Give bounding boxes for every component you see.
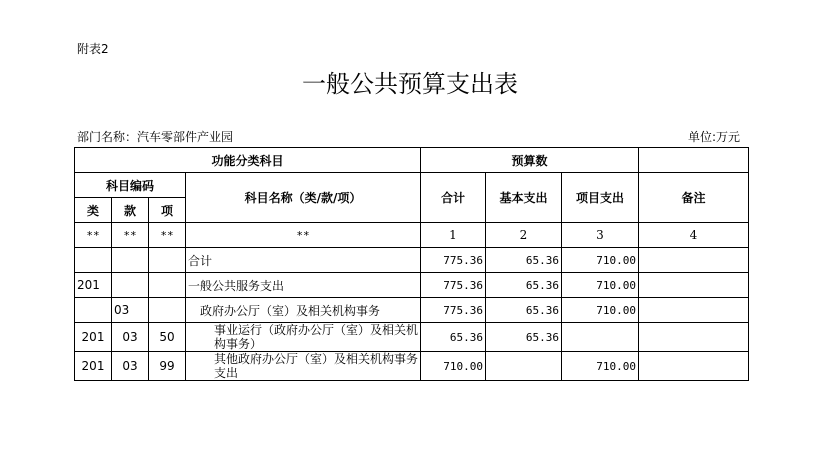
- header-blank: [639, 148, 749, 173]
- cell-basic: 65.36: [486, 298, 562, 323]
- department-label: 部门名称：汽车零部件产业园: [77, 130, 234, 144]
- header-name: 科目名称（类/款/项）: [186, 173, 421, 223]
- header-function-group: 功能分类科目: [75, 148, 421, 173]
- header-budget-group: 预算数: [421, 148, 639, 173]
- header-code-group: 科目编码: [75, 173, 186, 198]
- cell-section: 03: [112, 352, 149, 381]
- cell-name: 政府办公厅（室）及相关机构事务: [186, 298, 421, 323]
- cell-category: [75, 248, 112, 273]
- cell-total: 775.36: [421, 248, 486, 273]
- table-row: [75, 273, 749, 298]
- cell-basic: 65.36: [486, 248, 562, 273]
- cell-total: 65.36: [421, 323, 486, 352]
- cell-remark: [639, 323, 749, 352]
- table-row: [75, 298, 749, 323]
- cell-section: 03: [112, 323, 149, 352]
- header-item: 项: [149, 198, 186, 223]
- cell-item: 50: [149, 323, 186, 352]
- index-cell: 3: [562, 223, 639, 248]
- cell-remark: [639, 298, 749, 323]
- cell-basic: 65.36: [486, 323, 562, 352]
- table-row: [75, 323, 749, 352]
- cell-category: 201: [75, 323, 112, 352]
- page-title: 一般公共预算支出表: [302, 70, 518, 98]
- header-basic: 基本支出: [486, 173, 562, 223]
- cell-section: 03: [112, 298, 149, 323]
- cell-remark: [639, 273, 749, 298]
- cell-name: 其他政府办公厅（室）及相关机构事务支出: [186, 352, 421, 381]
- cell-item: 99: [149, 352, 186, 381]
- table-row: [75, 352, 749, 381]
- cell-category: [75, 298, 112, 323]
- cell-item: [149, 248, 186, 273]
- cell-name: 事业运行（政府办公厅（室）及相关机构事务）: [186, 323, 421, 352]
- index-row: [75, 223, 749, 248]
- cell-section: [112, 273, 149, 298]
- header-remark: 备注: [639, 173, 749, 223]
- cell-total: 775.36: [421, 273, 486, 298]
- cell-project: 710.00: [562, 273, 639, 298]
- cell-project: 710.00: [562, 248, 639, 273]
- appendix-label: 附表2: [77, 42, 109, 56]
- cell-project: 710.00: [562, 298, 639, 323]
- cell-category: 201: [75, 273, 112, 298]
- cell-name: 合计: [186, 248, 421, 273]
- cell-basic: [486, 352, 562, 381]
- cell-project: [562, 323, 639, 352]
- budget-table: [74, 147, 749, 381]
- table-row: [75, 248, 749, 273]
- index-cell: 4: [639, 223, 749, 248]
- cell-project: 710.00: [562, 352, 639, 381]
- index-cell: 1: [421, 223, 486, 248]
- cell-item: [149, 298, 186, 323]
- index-cell: **: [149, 223, 186, 248]
- cell-basic: 65.36: [486, 273, 562, 298]
- cell-remark: [639, 352, 749, 381]
- cell-total: 710.00: [421, 352, 486, 381]
- index-cell: **: [75, 223, 112, 248]
- cell-item: [149, 273, 186, 298]
- index-cell: 2: [486, 223, 562, 248]
- index-cell: **: [112, 223, 149, 248]
- index-cell: **: [186, 223, 421, 248]
- cell-section: [112, 248, 149, 273]
- cell-remark: [639, 248, 749, 273]
- unit-label: 单位:万元: [688, 130, 741, 144]
- cell-category: 201: [75, 352, 112, 381]
- header-project: 项目支出: [562, 173, 639, 223]
- header-category: 类: [75, 198, 112, 223]
- header-section: 款: [112, 198, 149, 223]
- header-total: 合计: [421, 173, 486, 223]
- cell-name: 一般公共服务支出: [186, 273, 421, 298]
- cell-total: 775.36: [421, 298, 486, 323]
